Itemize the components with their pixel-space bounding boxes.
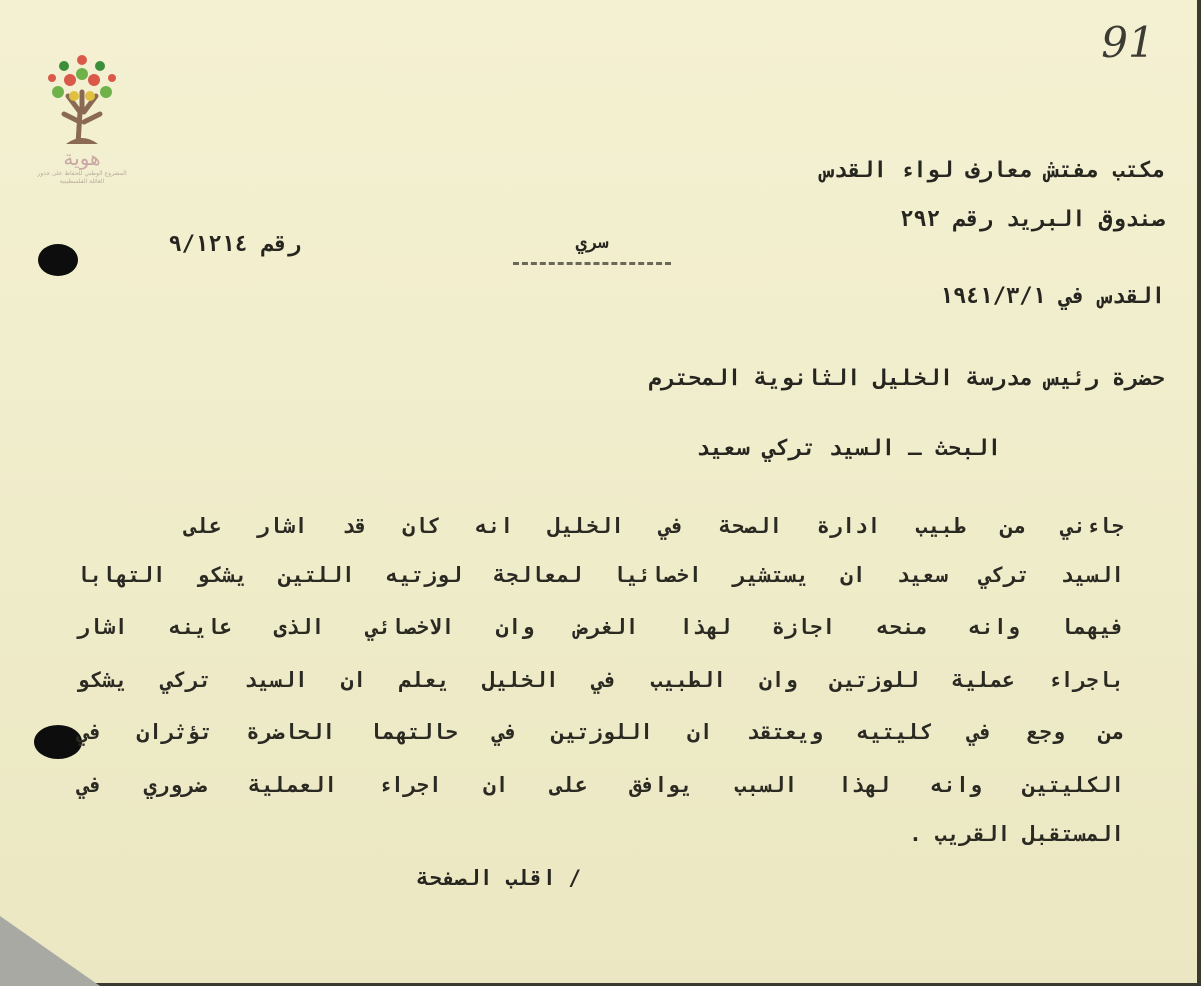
- punch-hole-top: [38, 244, 78, 276]
- classification-label: سري: [575, 232, 609, 253]
- office-line: مكتب مفتش معارف لواء القدس: [820, 158, 1165, 183]
- scan-edge-right: [1197, 0, 1201, 986]
- turn-page-note: / اقلب الصفحة: [416, 866, 581, 890]
- body-line: من وجع في كليتيه ويعتقد ان اللوزتين في حالتهما الحاضرة تؤثران في: [77, 720, 1124, 744]
- folded-corner: [0, 916, 100, 986]
- po-box-line: صندوق البريد رقم ٢٩٢: [900, 207, 1165, 232]
- logo-subtitle: المشروع الوطني للحفاظ على جذور العائلة الفلسطينية: [37, 170, 127, 185]
- body-line: فيهما وانه منحه اجازة لهذا الغرض وان الاخصائي الذى عاينه اشار: [77, 615, 1124, 639]
- body-line: السيد تركي سعيد ان يستشير اخصائيا لمعالجة لوزتيه اللتين يشكو التهابا: [77, 563, 1124, 587]
- body-line: المستقبل القريب .: [909, 822, 1124, 846]
- reference-number: رقم ٩/١٢١٤: [168, 232, 301, 257]
- archive-logo: [32, 52, 132, 186]
- body-line: جاءني من طبيب ادارة الصحة في الخليل انه كان قد اشار على: [184, 514, 1124, 538]
- subject-line: البحث ـ السيد تركي سعيد: [696, 436, 1001, 461]
- body-line: الكليتين وانه لهذا السبب يوافق على ان اجراء العملية ضروري في: [77, 773, 1124, 797]
- classification-underline: [513, 262, 671, 265]
- date-line: القدس في ١٩٤١/٣/١: [939, 284, 1165, 309]
- tree-icon: [44, 52, 120, 144]
- punch-hole-bottom: [34, 725, 82, 759]
- page-number: 91: [1101, 18, 1155, 67]
- addressee-line: حضرة رئيس مدرسة الخليل الثانوية المحترم: [648, 366, 1165, 391]
- logo-title: هوية: [63, 146, 101, 170]
- body-line: باجراء عملية للوزتين وان الطبيب في الخليل يعلم ان السيد تركي يشكو: [77, 668, 1124, 692]
